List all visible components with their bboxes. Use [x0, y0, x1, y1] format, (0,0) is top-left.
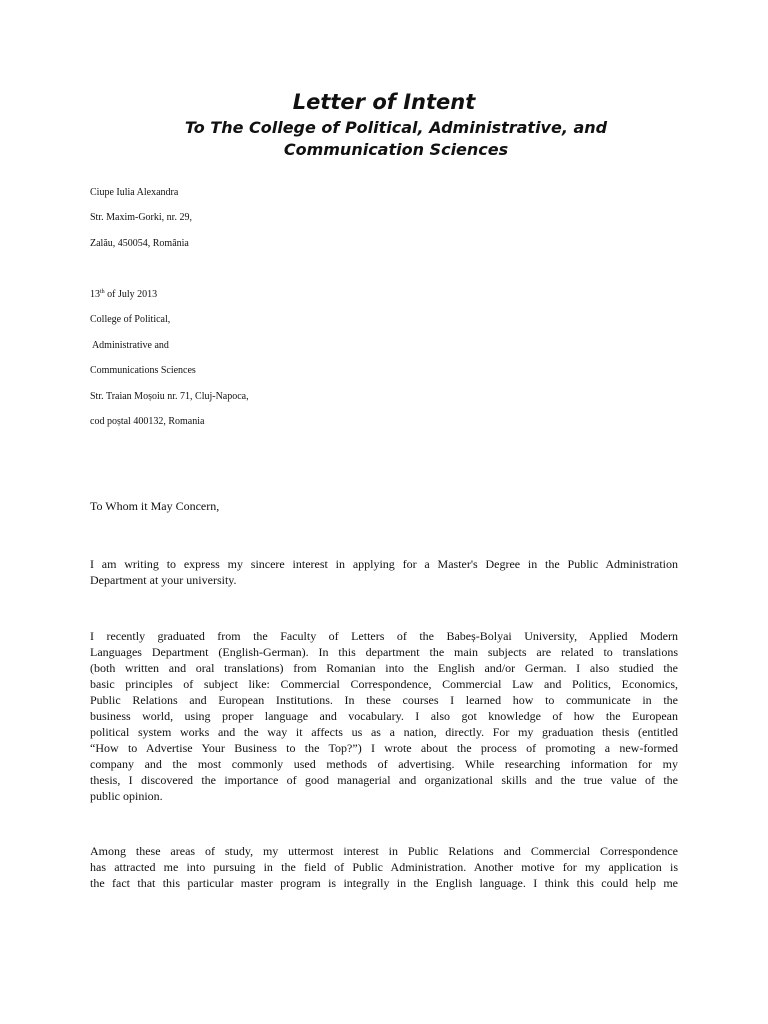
paragraph-2-line: (both written and oral translations) from Romanian into the English and/or German. I also studied the [90, 661, 678, 675]
paragraph-2-line: company and the most commonly used methods of advertising. While researching information for my [90, 757, 678, 771]
paragraph-2-line: basic principles of subject like: Commercial Correspondence, Commercial Law and Politics, Economics, [90, 677, 678, 691]
paragraph-2-line: business world, using proper language and vocabulary. I also got knowledge of how the European [90, 709, 678, 723]
paragraph-2-line: I recently graduated from the Faculty of Letters of the Babeș-Bolyai University, Applied Modern [90, 629, 678, 643]
paragraph-2-line: thesis, I discovered the importance of good managerial and organizational skills and the true value of the [90, 773, 678, 787]
paragraph-2-line: political system works and the way it affects us as a nation, directly. For my graduation thesis (entitled [90, 725, 678, 739]
recipient-line-4: Str. Traian Moșoiu nr. 71, Cluj-Napoca, [90, 391, 249, 402]
paragraph-2-line: “How to Advertise Your Business to the Top?”) I wrote about the process of promoting a new-formed [90, 741, 678, 755]
paragraph-2-line: Languages Department (English-German). In this department the main subjects are related to translations [90, 645, 678, 659]
paragraph-3-line: the fact that this particular master program is integrally in the English language. I think this could help me [90, 876, 678, 890]
salutation: To Whom it May Concern, [90, 499, 220, 513]
paragraph-3-line: has attracted me into pursuing in the field of Public Administration. Another motive for my application is [90, 860, 678, 874]
paragraph-1-line: I am writing to express my sincere interest in applying for a Master's Degree in the Public Administration [90, 557, 678, 571]
paragraph-3-line: Among these areas of study, my uttermost interest in Public Relations and Commercial Correspondence [90, 844, 678, 858]
paragraph-2 [90, 628, 678, 804]
recipient-line-5: cod poștal 400132, Romania [90, 416, 205, 427]
paragraph-1-line: Department at your university. [90, 573, 237, 587]
paragraph-1 [90, 556, 678, 588]
date-rest: of July 2013 [104, 289, 158, 300]
letter-title: Letter of Intent [292, 90, 476, 114]
recipient-line-2: Administrative and [90, 340, 169, 351]
recipient-line-1: College of Political, [90, 314, 171, 325]
letter-subtitle: To The College of Political, Administrative, and Communication Sciences [184, 118, 608, 159]
date-day: 13 [90, 289, 100, 300]
sender-street: Str. Maxim-Gorki, nr. 29, [90, 212, 192, 223]
paragraph-2-line: public opinion. [90, 789, 163, 803]
paragraph-2-line: Public Relations and European Institutions. In these courses I learned how to communicate in the [90, 693, 678, 707]
paragraph-3 [90, 843, 678, 891]
date-suffix: th [100, 289, 105, 295]
sender-city: Zalău, 450054, România [90, 238, 189, 249]
recipient-line-3: Communications Sciences [90, 365, 196, 376]
sender-name: Ciupe Iulia Alexandra [90, 187, 179, 198]
letter-date [90, 289, 157, 301]
